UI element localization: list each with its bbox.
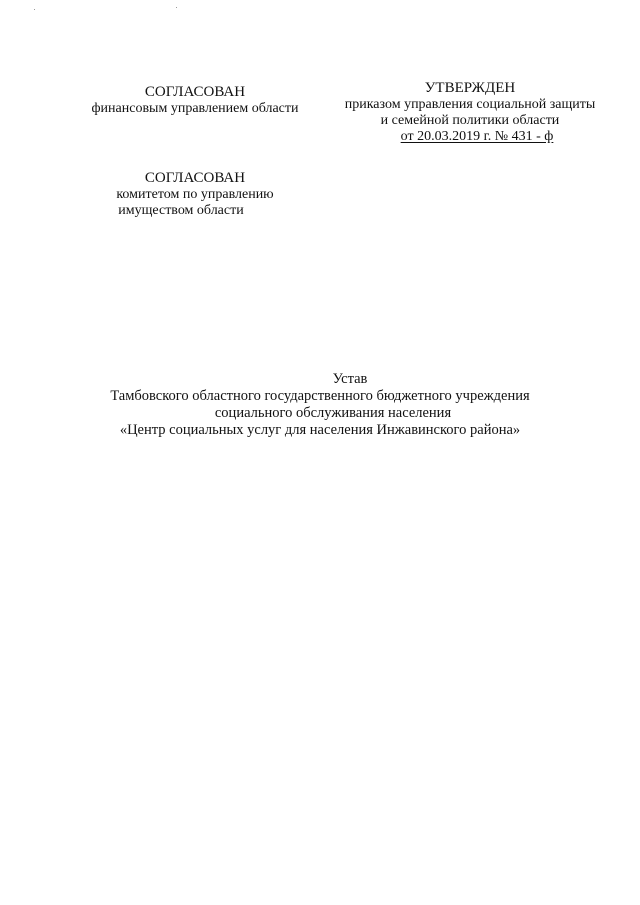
approval-heading: СОГЛАСОВАН — [144, 170, 246, 186]
organization-name-line: Тамбовского областного государственного бюджетного учреждения — [110, 388, 530, 404]
approval-authority-line: приказом управления социальной защиты — [344, 97, 596, 112]
approval-order-reference: от 20.03.2019 г. № 431 - ф — [400, 129, 554, 144]
organization-name-line: «Центр социальных услуг для населения Инжавинского района» — [119, 422, 521, 438]
approval-block-finance — [60, 83, 330, 117]
document-title: Устав — [332, 371, 368, 387]
organization-name-line: социального обслуживания населения — [214, 405, 452, 421]
approval-heading: УТВЕРЖДЕН — [424, 80, 516, 96]
charter-title-block — [0, 371, 640, 439]
approval-authority-line: имуществом области — [118, 203, 244, 218]
scan-speck — [176, 7, 177, 8]
scan-speck — [34, 9, 35, 10]
approval-block-property — [60, 169, 330, 219]
approval-heading: СОГЛАСОВАН — [144, 84, 246, 100]
approval-block-approved — [320, 79, 620, 145]
approval-authority: финансовым управлением области — [91, 101, 299, 116]
approval-authority-line: комитетом по управлению — [116, 187, 274, 202]
approval-authority-line: и семейной политики области — [380, 113, 560, 128]
